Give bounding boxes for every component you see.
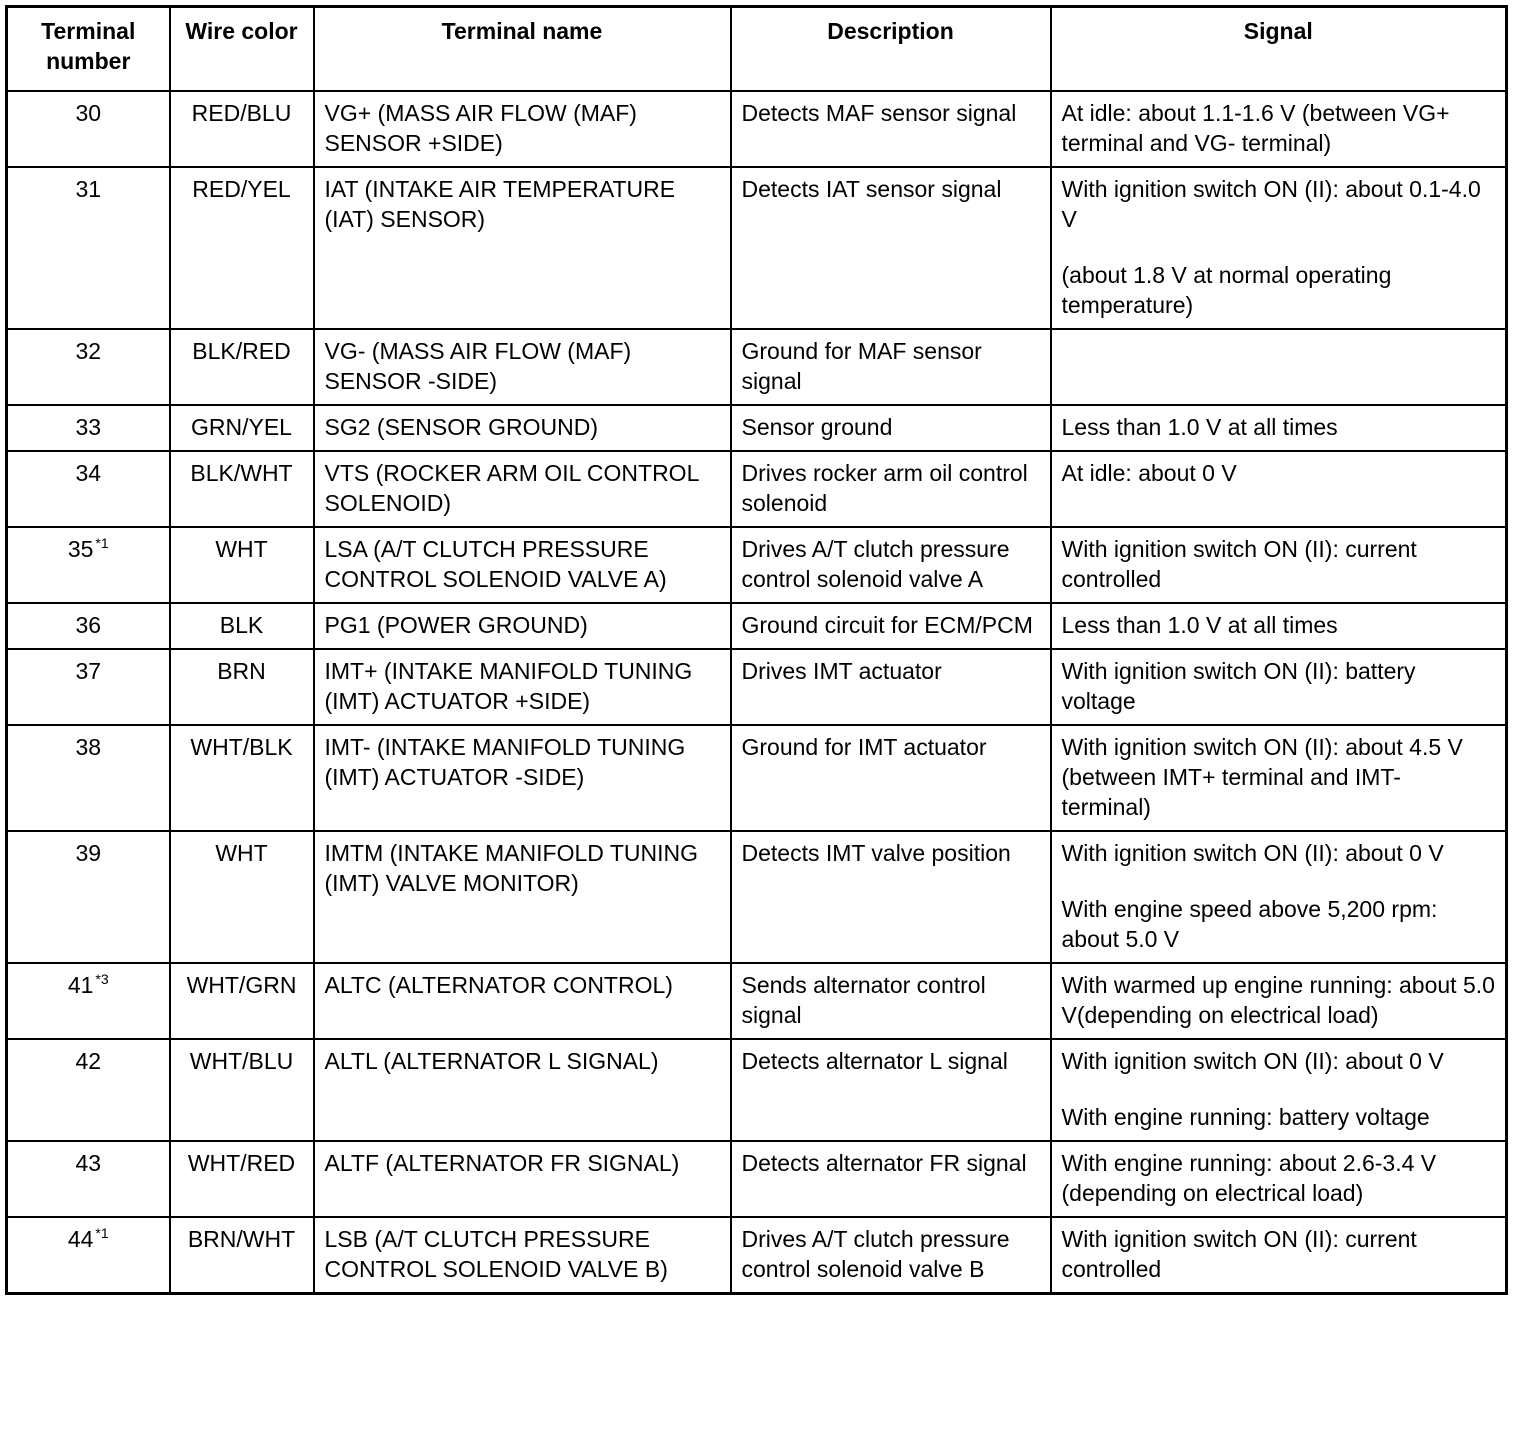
signal-cell: [1051, 831, 1507, 963]
table-row: [7, 603, 1507, 649]
terminal-name: PG1 (POWER GROUND): [314, 603, 731, 649]
table-row: [7, 649, 1507, 725]
wire-color: BLK/WHT: [170, 451, 314, 527]
terminal-table: [5, 5, 1508, 1295]
wire-color: WHT: [170, 527, 314, 603]
terminal-name: SG2 (SENSOR GROUND): [314, 405, 731, 451]
terminal-name: IAT (INTAKE AIR TEMPERATURE (IAT) SENSOR): [314, 167, 731, 329]
signal-cell: [1051, 405, 1507, 451]
terminal-number: 31: [75, 176, 102, 202]
terminal-number: 37: [75, 658, 102, 684]
description: Sends alternator control signal: [731, 963, 1051, 1039]
description: Detects IMT valve position: [731, 831, 1051, 963]
header-terminal-number: Terminal number: [7, 7, 170, 92]
description: Ground for IMT actuator: [731, 725, 1051, 831]
signal-cell: [1051, 649, 1507, 725]
wire-color: WHT: [170, 831, 314, 963]
signal-text: With ignition switch ON (II): about 0 V: [1061, 1048, 1444, 1074]
terminal-number-cell: [7, 649, 170, 725]
terminal-number: 42: [75, 1048, 102, 1074]
signal-cell: [1051, 1141, 1507, 1217]
terminal-number: 36: [75, 612, 102, 638]
footnote-marker: *1: [95, 1225, 109, 1241]
table-row: [7, 91, 1507, 167]
signal-cell: [1051, 329, 1507, 405]
description: Drives A/T clutch pressure control solenoid valve A: [731, 527, 1051, 603]
footnote-marker: *1: [95, 535, 109, 551]
wire-color: BRN/WHT: [170, 1217, 314, 1294]
description: Drives A/T clutch pressure control solenoid valve B: [731, 1217, 1051, 1294]
signal-text: With ignition switch ON (II): current controlled: [1061, 536, 1417, 592]
description: Detects alternator FR signal: [731, 1141, 1051, 1217]
wire-color: BRN: [170, 649, 314, 725]
signal-cell: [1051, 963, 1507, 1039]
terminal-name: ALTL (ALTERNATOR L SIGNAL): [314, 1039, 731, 1141]
terminal-number-cell: [7, 603, 170, 649]
description: Detects IAT sensor signal: [731, 167, 1051, 329]
signal-text: With ignition switch ON (II): about 4.5 V (between IMT+ terminal and IMT- terminal): [1061, 734, 1463, 820]
table-row: [7, 831, 1507, 963]
wire-color: RED/BLU: [170, 91, 314, 167]
terminal-number: 43: [75, 1150, 102, 1176]
signal-text: With warmed up engine running: about 5.0 V(depending on electrical load): [1061, 972, 1495, 1028]
table-row: [7, 527, 1507, 603]
description: Drives rocker arm oil control solenoid: [731, 451, 1051, 527]
terminal-name: VG+ (MASS AIR FLOW (MAF) SENSOR +SIDE): [314, 91, 731, 167]
terminal-number: 44: [67, 1226, 94, 1252]
table-row: [7, 167, 1507, 329]
description: Ground for MAF sensor signal: [731, 329, 1051, 405]
signal-cell: [1051, 725, 1507, 831]
description: Ground circuit for ECM/PCM: [731, 603, 1051, 649]
terminal-number-cell: [7, 1217, 170, 1294]
terminal-number: 35: [67, 536, 94, 562]
table-row: [7, 405, 1507, 451]
signal-text: With engine speed above 5,200 rpm: about 5.0 V: [1061, 896, 1438, 952]
terminal-number-cell: [7, 405, 170, 451]
table-body: [7, 91, 1507, 1294]
table-row: [7, 1141, 1507, 1217]
header-row: [7, 7, 1507, 92]
header-description: Description: [731, 7, 1051, 92]
terminal-name: LSA (A/T CLUTCH PRESSURE CONTROL SOLENOID VALVE A): [314, 527, 731, 603]
terminal-number: 39: [75, 840, 102, 866]
table-row: [7, 963, 1507, 1039]
terminal-name: VG- (MASS AIR FLOW (MAF) SENSOR -SIDE): [314, 329, 731, 405]
signal-text: Less than 1.0 V at all times: [1061, 612, 1338, 638]
wire-color: WHT/RED: [170, 1141, 314, 1217]
signal-cell: [1051, 1039, 1507, 1141]
table-row: [7, 725, 1507, 831]
terminal-name: ALTC (ALTERNATOR CONTROL): [314, 963, 731, 1039]
terminal-number: 41: [67, 972, 94, 998]
header-wire-color: Wire color: [170, 7, 314, 92]
header-terminal-name: Terminal name: [314, 7, 731, 92]
signal-text: Less than 1.0 V at all times: [1061, 414, 1338, 440]
terminal-number-cell: [7, 963, 170, 1039]
description: Detects alternator L signal: [731, 1039, 1051, 1141]
signal-text: With ignition switch ON (II): battery voltage: [1061, 658, 1416, 714]
signal-text: With ignition switch ON (II): about 0 V: [1061, 840, 1444, 866]
terminal-number-cell: [7, 1141, 170, 1217]
wire-color: RED/YEL: [170, 167, 314, 329]
signal-text: With engine running: battery voltage: [1061, 1104, 1430, 1130]
signal-cell: [1051, 91, 1507, 167]
description: Detects MAF sensor signal: [731, 91, 1051, 167]
wire-color: BLK: [170, 603, 314, 649]
terminal-number-cell: [7, 725, 170, 831]
wire-color: WHT/BLK: [170, 725, 314, 831]
signal-cell: [1051, 527, 1507, 603]
terminal-number: 32: [75, 338, 102, 364]
terminal-name: IMTM (INTAKE MANIFOLD TUNING (IMT) VALVE MONITOR): [314, 831, 731, 963]
terminal-number: 34: [75, 460, 102, 486]
terminal-number: 30: [75, 100, 102, 126]
signal-cell: [1051, 603, 1507, 649]
terminal-name: ALTF (ALTERNATOR FR SIGNAL): [314, 1141, 731, 1217]
terminal-number-cell: [7, 527, 170, 603]
signal-cell: [1051, 451, 1507, 527]
description: Sensor ground: [731, 405, 1051, 451]
terminal-name: IMT+ (INTAKE MANIFOLD TUNING (IMT) ACTUATOR +SIDE): [314, 649, 731, 725]
signal-text: With engine running: about 2.6-3.4 V (depending on electrical load): [1061, 1150, 1437, 1206]
signal-text: With ignition switch ON (II): about 0.1-4.0 V: [1061, 176, 1481, 232]
terminal-name: LSB (A/T CLUTCH PRESSURE CONTROL SOLENOID VALVE B): [314, 1217, 731, 1294]
signal-text: (about 1.8 V at normal operating temperature): [1061, 262, 1392, 318]
table-row: [7, 451, 1507, 527]
description: Drives IMT actuator: [731, 649, 1051, 725]
table-row: [7, 329, 1507, 405]
signal-text: With ignition switch ON (II): current controlled: [1061, 1226, 1417, 1282]
wire-color: WHT/GRN: [170, 963, 314, 1039]
terminal-number-cell: [7, 167, 170, 329]
signal-text: At idle: about 1.1-1.6 V (between VG+ terminal and VG- terminal): [1061, 100, 1450, 156]
terminal-number: 38: [75, 734, 102, 760]
signal-text: At idle: about 0 V: [1061, 460, 1237, 486]
table-row: [7, 1217, 1507, 1294]
header-signal: Signal: [1051, 7, 1507, 92]
footnote-marker: *3: [95, 971, 109, 987]
terminal-name: IMT- (INTAKE MANIFOLD TUNING (IMT) ACTUATOR -SIDE): [314, 725, 731, 831]
signal-cell: [1051, 167, 1507, 329]
terminal-number-cell: [7, 91, 170, 167]
wire-color: BLK/RED: [170, 329, 314, 405]
terminal-number: 33: [75, 414, 102, 440]
signal-cell: [1051, 1217, 1507, 1294]
terminal-number-cell: [7, 831, 170, 963]
wire-color: GRN/YEL: [170, 405, 314, 451]
terminal-number-cell: [7, 329, 170, 405]
terminal-name: VTS (ROCKER ARM OIL CONTROL SOLENOID): [314, 451, 731, 527]
terminal-number-cell: [7, 1039, 170, 1141]
table-row: [7, 1039, 1507, 1141]
wire-color: WHT/BLU: [170, 1039, 314, 1141]
terminal-number-cell: [7, 451, 170, 527]
